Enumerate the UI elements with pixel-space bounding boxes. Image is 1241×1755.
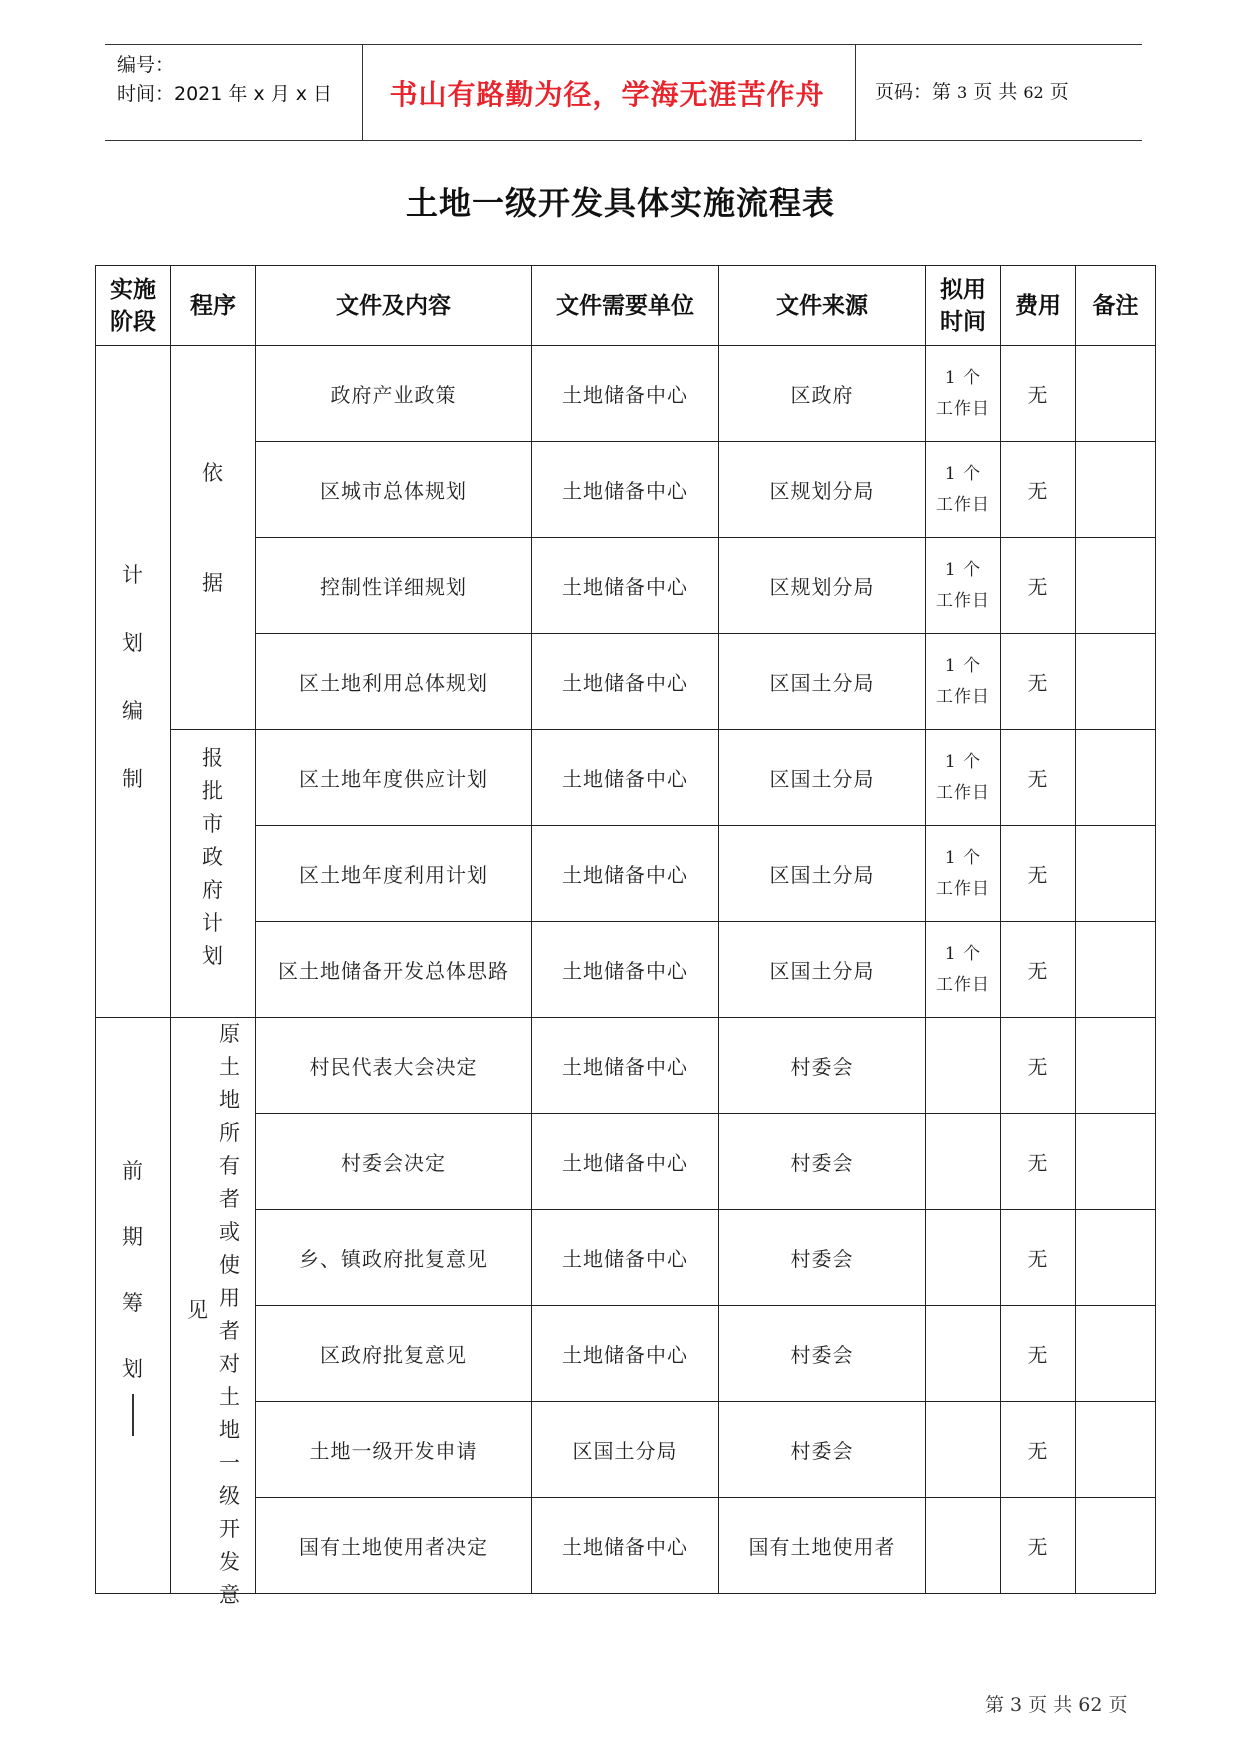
- unit-cell: 土地储备中心: [532, 634, 719, 730]
- source-cell: 区国土分局: [719, 634, 926, 730]
- unit-cell: 土地储备中心: [532, 346, 719, 442]
- time-cell: 1 个 工作日: [926, 538, 1001, 634]
- source-cell: 区国土分局: [719, 730, 926, 826]
- note-cell: [1076, 634, 1156, 730]
- header-procedure: 程序: [171, 266, 256, 346]
- doc-cell: 村民代表大会决定: [256, 1018, 532, 1114]
- doc-cell: 区土地年度利用计划: [256, 826, 532, 922]
- note-cell: [1076, 442, 1156, 538]
- unit-cell: 土地储备中心: [532, 1210, 719, 1306]
- note-cell: [1076, 538, 1156, 634]
- source-cell: 区政府: [719, 346, 926, 442]
- time-cell: 1 个 工作日: [926, 442, 1001, 538]
- fee-cell: 无: [1001, 1114, 1076, 1210]
- page-footer: [985, 1690, 1128, 1717]
- header-motto: 书山有路勤为径，学海无涯苦作舟: [389, 78, 825, 111]
- procedure-label-fragment: 见: [187, 1298, 209, 1322]
- note-cell: [1076, 1306, 1156, 1402]
- footer-total: 62: [1078, 1694, 1103, 1716]
- time-cell: 1 个 工作日: [926, 922, 1001, 1018]
- doc-cell: 乡、镇政府批复意见: [256, 1210, 532, 1306]
- header-source: 文件来源: [719, 266, 926, 346]
- fee-cell: 无: [1001, 346, 1076, 442]
- time-cell: 1 个 工作日: [926, 634, 1001, 730]
- stage-label: 计划编制: [122, 563, 144, 791]
- doc-cell: 区城市总体规划: [256, 442, 532, 538]
- footer-current: 3: [1010, 1694, 1023, 1716]
- note-cell: [1076, 1114, 1156, 1210]
- unit-cell: 土地储备中心: [532, 1114, 719, 1210]
- time-cell: [926, 1402, 1001, 1498]
- fee-cell: 无: [1001, 634, 1076, 730]
- header-divider: [362, 45, 363, 140]
- document-time-label: 时间：2021 年 x 月 x 日: [117, 83, 333, 105]
- doc-cell: 国有土地使用者决定: [256, 1498, 532, 1594]
- time-cell: [926, 1018, 1001, 1114]
- doc-cell: 村委会决定: [256, 1114, 532, 1210]
- page-header: [105, 44, 1142, 141]
- header-document: 文件及内容: [256, 266, 532, 346]
- header-unit: 文件需要单位: [532, 266, 719, 346]
- source-cell: 村委会: [719, 1306, 926, 1402]
- fee-cell: 无: [1001, 1210, 1076, 1306]
- procedure-cell: [171, 346, 256, 730]
- table-header-row: [96, 266, 1156, 346]
- stage-label: 前期筹划: [122, 1159, 144, 1381]
- stage-cell: [96, 1018, 171, 1594]
- unit-cell: 土地储备中心: [532, 1498, 719, 1594]
- doc-cell: 区土地年度供应计划: [256, 730, 532, 826]
- fee-cell: 无: [1001, 826, 1076, 922]
- procedure-label: 依据: [202, 461, 224, 595]
- time-cell: 1 个 工作日: [926, 826, 1001, 922]
- doc-cell: 区政府批复意见: [256, 1306, 532, 1402]
- time-cell: 1 个 工作日: [926, 346, 1001, 442]
- note-cell: [1076, 826, 1156, 922]
- note-cell: [1076, 1210, 1156, 1306]
- unit-cell: 土地储备中心: [532, 826, 719, 922]
- page-mid: 页 共: [967, 81, 1024, 103]
- unit-cell: 区国土分局: [532, 1402, 719, 1498]
- stage-cell: [96, 346, 171, 1018]
- page-suffix: 页: [1043, 81, 1069, 103]
- source-cell: 区规划分局: [719, 538, 926, 634]
- source-cell: 区规划分局: [719, 442, 926, 538]
- document-number-label: 编号：: [117, 54, 175, 76]
- time-cell: [926, 1210, 1001, 1306]
- source-cell: 村委会: [719, 1402, 926, 1498]
- source-cell: 区国土分局: [719, 826, 926, 922]
- unit-cell: 土地储备中心: [532, 1018, 719, 1114]
- doc-cell: 区土地利用总体规划: [256, 634, 532, 730]
- time-cell: [926, 1306, 1001, 1402]
- fee-cell: 无: [1001, 1306, 1076, 1402]
- note-cell: [1076, 730, 1156, 826]
- source-cell: 区国土分局: [719, 922, 926, 1018]
- fee-cell: 无: [1001, 1018, 1076, 1114]
- page-total: 62: [1023, 83, 1044, 102]
- header-divider: [855, 45, 856, 140]
- footer-prefix: 第: [985, 1694, 1011, 1716]
- doc-cell: 区土地储备开发总体思路: [256, 922, 532, 1018]
- procedure-cell: [171, 730, 256, 1018]
- header-page-indicator: [875, 77, 1069, 104]
- note-cell: [1076, 346, 1156, 442]
- procedure-label: 报批市政府计划: [202, 746, 224, 968]
- note-cell: [1076, 922, 1156, 1018]
- footer-suffix: 页: [1102, 1694, 1128, 1716]
- fee-cell: 无: [1001, 1498, 1076, 1594]
- header-note: 备注: [1076, 266, 1156, 346]
- unit-cell: 土地储备中心: [532, 538, 719, 634]
- page-prefix: 页码：第: [875, 81, 958, 103]
- time-cell: 1 个 工作日: [926, 730, 1001, 826]
- time-cell: [926, 1114, 1001, 1210]
- header-fee: 费用: [1001, 266, 1076, 346]
- procedure-cell: [171, 1018, 256, 1607]
- unit-cell: 土地储备中心: [532, 730, 719, 826]
- page-title: 土地一级开发具体实施流程表: [405, 184, 835, 222]
- procedure-label: 原土地所有者或使用者对土地一级开发意: [219, 1022, 241, 1607]
- process-table: [95, 265, 1156, 1607]
- fee-cell: 无: [1001, 1402, 1076, 1498]
- header-time: 拟用时间: [926, 266, 1001, 346]
- note-cell: [1076, 1498, 1156, 1594]
- fee-cell: 无: [1001, 922, 1076, 1018]
- doc-cell: 控制性详细规划: [256, 538, 532, 634]
- doc-cell: 政府产业政策: [256, 346, 532, 442]
- time-cell: [926, 1498, 1001, 1594]
- unit-cell: 土地储备中心: [532, 922, 719, 1018]
- note-cell: [1076, 1018, 1156, 1114]
- fee-cell: 无: [1001, 442, 1076, 538]
- table-row: [96, 346, 1156, 442]
- fee-cell: 无: [1001, 730, 1076, 826]
- table-row: [96, 730, 1156, 826]
- page-current: 3: [957, 83, 968, 102]
- unit-cell: 土地储备中心: [532, 442, 719, 538]
- source-cell: 村委会: [719, 1018, 926, 1114]
- footer-mid: 页 共: [1022, 1694, 1079, 1716]
- note-cell: [1076, 1402, 1156, 1498]
- source-cell: 国有土地使用者: [719, 1498, 926, 1594]
- unit-cell: 土地储备中心: [532, 1306, 719, 1402]
- source-cell: 村委会: [719, 1114, 926, 1210]
- doc-cell: 土地一级开发申请: [256, 1402, 532, 1498]
- fee-cell: 无: [1001, 538, 1076, 634]
- header-stage: 实施阶段: [96, 266, 171, 346]
- source-cell: 村委会: [719, 1210, 926, 1306]
- table-row: [96, 1018, 1156, 1114]
- header-meta: [117, 51, 332, 109]
